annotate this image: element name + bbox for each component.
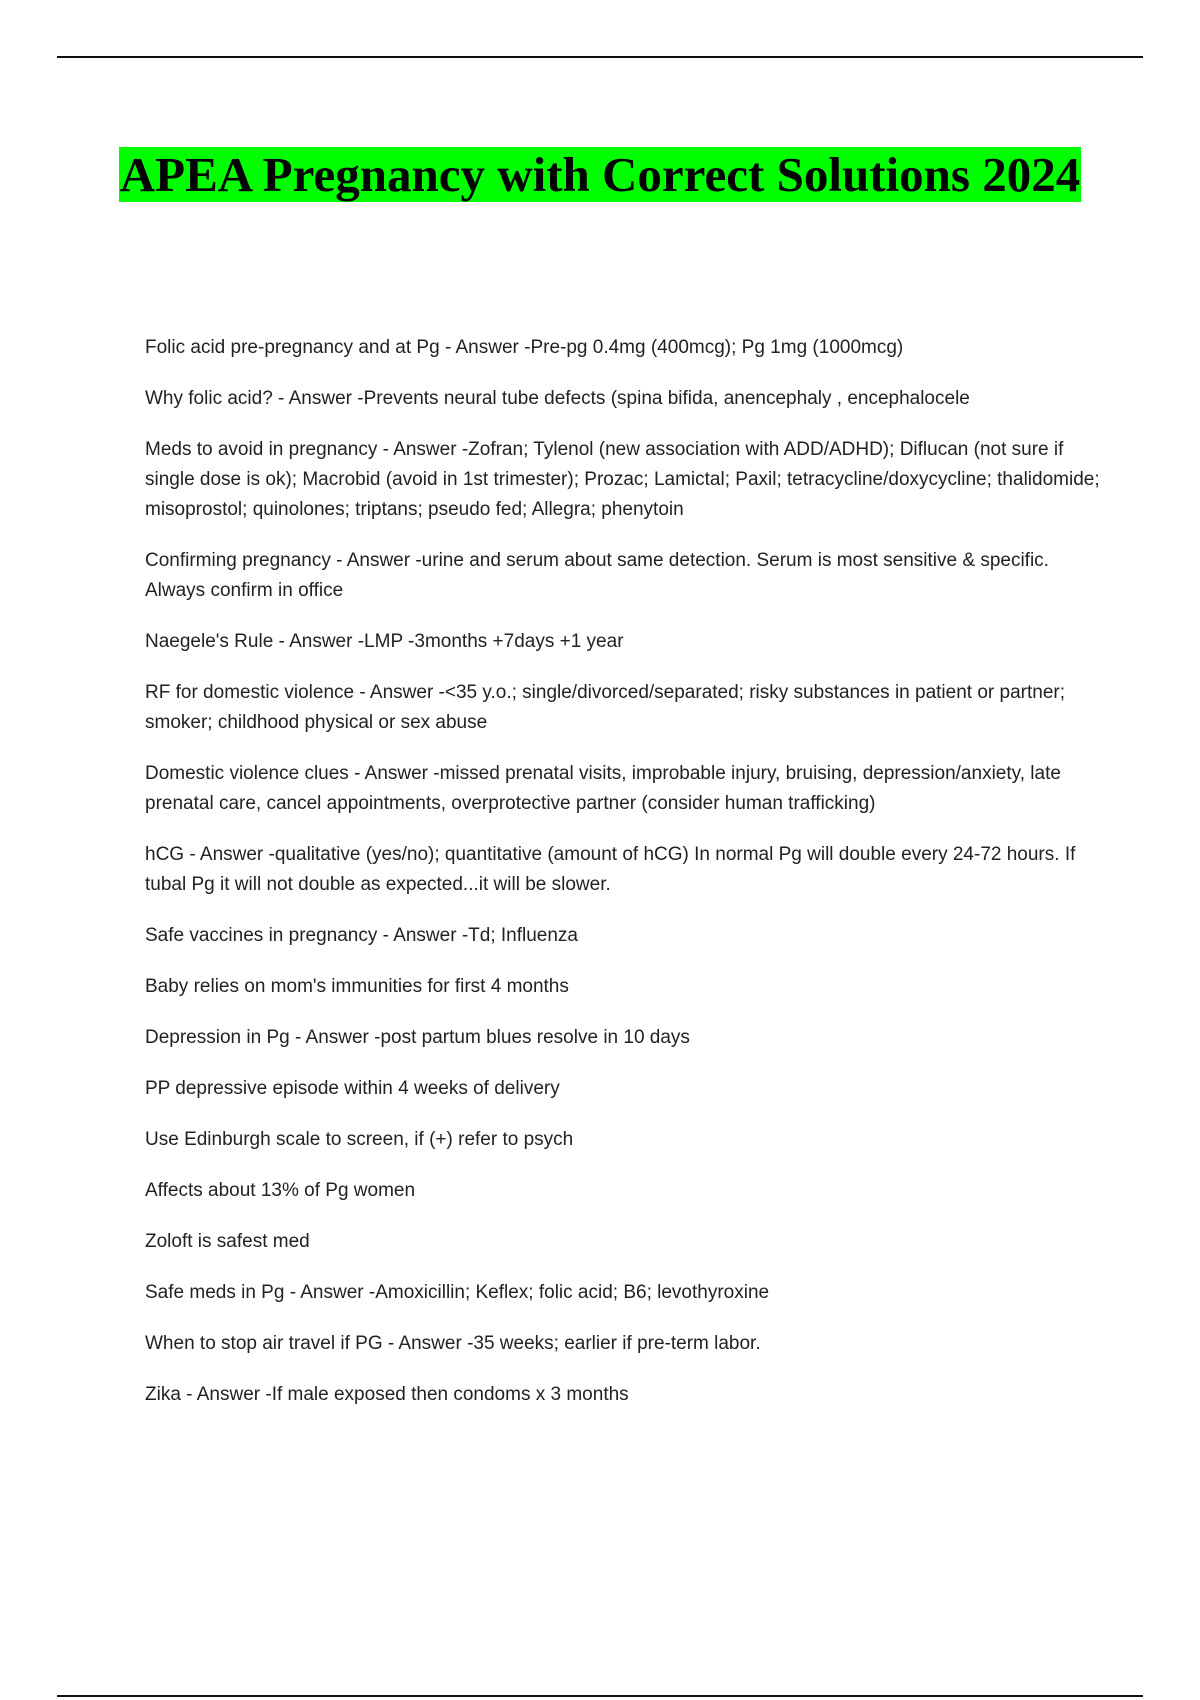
bottom-rule [57,1695,1143,1697]
qa-list [145,333,1100,1431]
qa-item-air-travel: When to stop air travel if PG - Answer -35 weeks; earlier if pre-term labor. [145,1333,761,1354]
top-rule [57,56,1143,58]
qa-item-domestic-violence-clues: Domestic violence clues - Answer -missed prenatal visits, improbable injury, bruising, depression/anxiety, late prenatal care, cancel appointments, overprotective partner (consider human trafficking) [145,763,1061,814]
qa-item-folic-acid-dose: Folic acid pre-pregnancy and at Pg - Answer -Pre-pg 0.4mg (400mcg); Pg 1mg (1000mcg) [145,337,904,358]
document-title: APEA Pregnancy with Correct Solutions 2024 [119,147,1081,202]
qa-item-why-folic-acid: Why folic acid? - Answer -Prevents neural tube defects (spina bifida, anencephaly , encephalocele [145,388,970,409]
qa-item-pp-depressive-episode: PP depressive episode within 4 weeks of delivery [145,1078,560,1099]
qa-item-zika: Zika - Answer -If male exposed then condoms x 3 months [145,1384,629,1405]
qa-item-hcg: hCG - Answer -qualitative (yes/no); quantitative (amount of hCG) In normal Pg will double every 24-72 hours. If tubal Pg it will not double as expected...it will be slower. [145,844,1076,895]
qa-item-rf-domestic-violence: RF for domestic violence - Answer -<35 y.o.; single/divorced/separated; risky substances in patient or partner; smoker; childhood physical or sex abuse [145,682,1065,733]
title-block [0,146,1200,204]
qa-item-naegeles-rule: Naegele's Rule - Answer -LMP -3months +7days +1 year [145,631,624,652]
qa-item-edinburgh-scale: Use Edinburgh scale to screen, if (+) refer to psych [145,1129,574,1150]
qa-item-baby-immunities: Baby relies on mom's immunities for first 4 months [145,976,569,997]
qa-item-affects-13-percent: Affects about 13% of Pg women [145,1180,416,1201]
qa-item-confirming-pregnancy: Confirming pregnancy - Answer -urine and serum about same detection. Serum is most sensitive & specific. Always confirm in office [145,550,1049,601]
qa-item-safe-vaccines: Safe vaccines in pregnancy - Answer -Td; Influenza [145,925,579,946]
qa-item-safe-meds: Safe meds in Pg - Answer -Amoxicillin; Keflex; folic acid; B6; levothyroxine [145,1282,770,1303]
qa-item-zoloft: Zoloft is safest med [145,1231,310,1252]
qa-item-depression-in-pg: Depression in Pg - Answer -post partum blues resolve in 10 days [145,1027,690,1048]
qa-item-meds-to-avoid: Meds to avoid in pregnancy - Answer -Zofran; Tylenol (new association with ADD/ADHD); Diflucan (not sure if single dose is ok); Macrobid (avoid in 1st trimester); Prozac; Lamictal; Paxil; tetracycline/doxycycline; thalidomide; misoprostol; quinolones; triptans; pseudo fed; Allegra; phenytoin [145,439,1100,520]
